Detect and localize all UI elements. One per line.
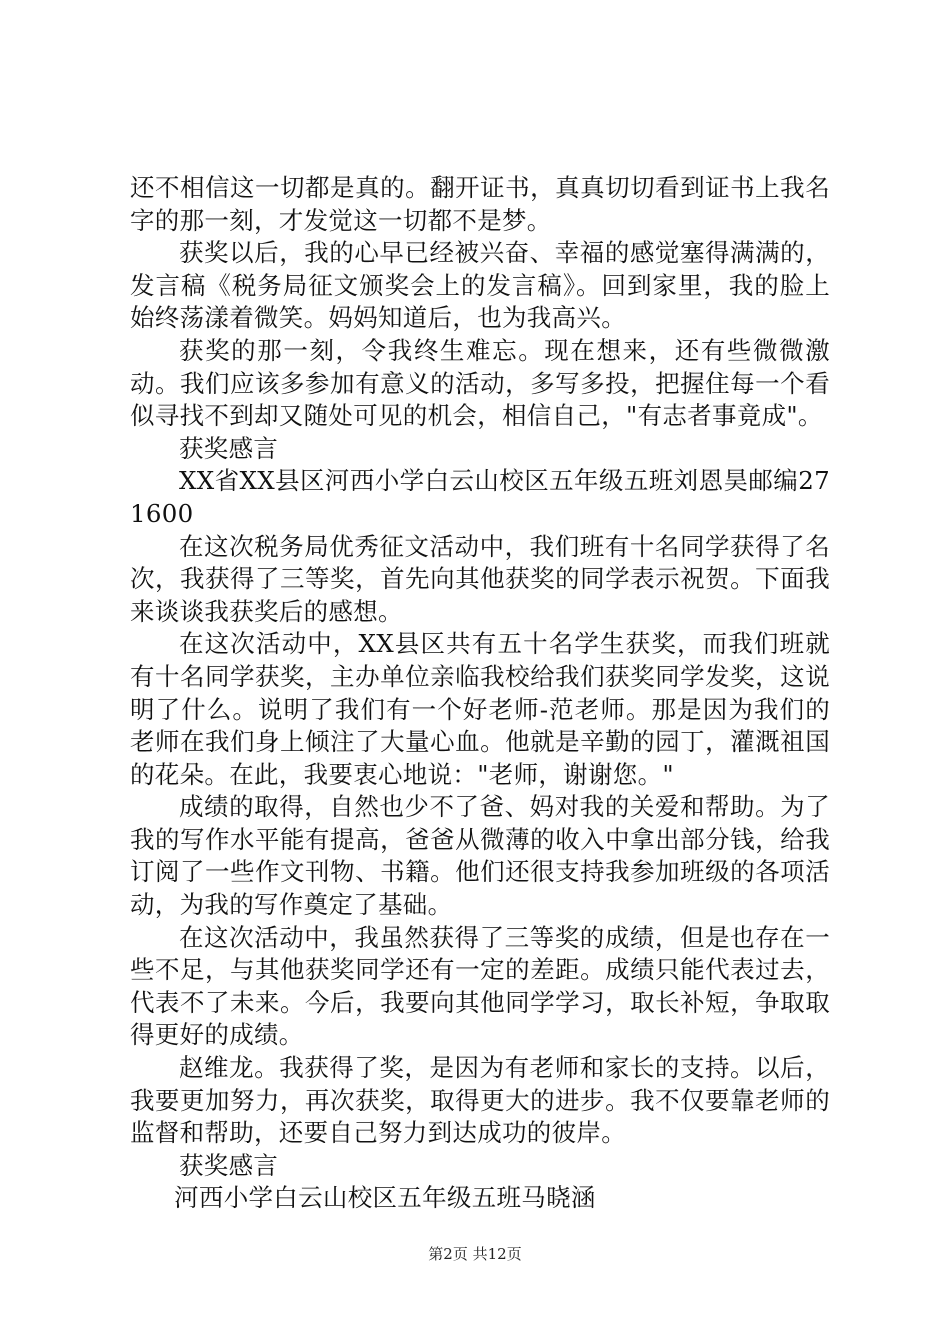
- paragraph: 成绩的取得，自然也少不了爸、妈对我的关爱和帮助。为了我的写作水平能有提高，爸爸从微薄的收入中拿出部分钱，给我订阅了一些作文刊物、书籍。他们还很支持我参加班级的各项活动，为我的写作奠定了基础。: [130, 792, 830, 920]
- paragraph: 在这次活动中，我虽然获得了三等奖的成绩，但是也存在一些不足，与其他获奖同学还有一定的差距。成绩只能代表过去，代表不了未来。今后，我要向其他同学学习，取长补短，争取取得更好的成绩。: [130, 922, 830, 1050]
- paragraph: 赵维龙。我获得了奖，是因为有老师和家长的支持。以后，我要更加努力，再次获奖，取得更大的进步。我不仅要靠老师的监督和帮助，还要自己努力到达成功的彼岸。: [130, 1053, 830, 1148]
- section-heading: 获奖感言: [179, 433, 279, 463]
- author-line: 河西小学白云山校区五年级五班马晓涵: [174, 1183, 596, 1213]
- section-heading: 获奖感言: [179, 1150, 279, 1180]
- author-line: XX省XX县区河西小学白云山校区五年级五班刘恩昊邮编271600: [130, 466, 830, 528]
- paragraph: 在这次活动中，XX县区共有五十名学生获奖，而我们班就有十名同学获奖，主办单位亲临我校给我们获奖同学发奖，这说明了什么。说明了我们有一个好老师-范老师。那是因为我们的老师在我们身上倾注了大量心血。他就是辛勤的园丁，灌溉祖国的花朵。在此，我要衷心地说："老师，谢谢您。": [130, 629, 830, 789]
- document-body: [130, 172, 830, 1215]
- paragraph-continuation: 还不相信这一切都是真的。翻开证书，真真切切看到证书上我名字的那一刻，才发觉这一切都不是梦。: [130, 173, 830, 235]
- paragraph: 获奖的那一刻，令我终生难忘。现在想来，还有些微微激动。我们应该多参加有意义的活动，多写多投，把握住每一个看似寻找不到却又随处可见的机会，相信自己，"有志者事竟成"。: [130, 335, 830, 431]
- page-number-footer: 第2页 共12页: [428, 1245, 522, 1263]
- paragraph: 获奖以后，我的心早已经被兴奋、幸福的感觉塞得满满的，发言稿《税务局征文颁奖会上的发言稿》。回到家里，我的脸上始终荡漾着微笑。妈妈知道后，也为我高兴。: [130, 238, 830, 333]
- paragraph: 在这次税务局优秀征文活动中，我们班有十名同学获得了名次，我获得了三等奖，首先向其他获奖的同学表示祝贺。下面我来谈谈我获奖后的感想。: [130, 531, 830, 626]
